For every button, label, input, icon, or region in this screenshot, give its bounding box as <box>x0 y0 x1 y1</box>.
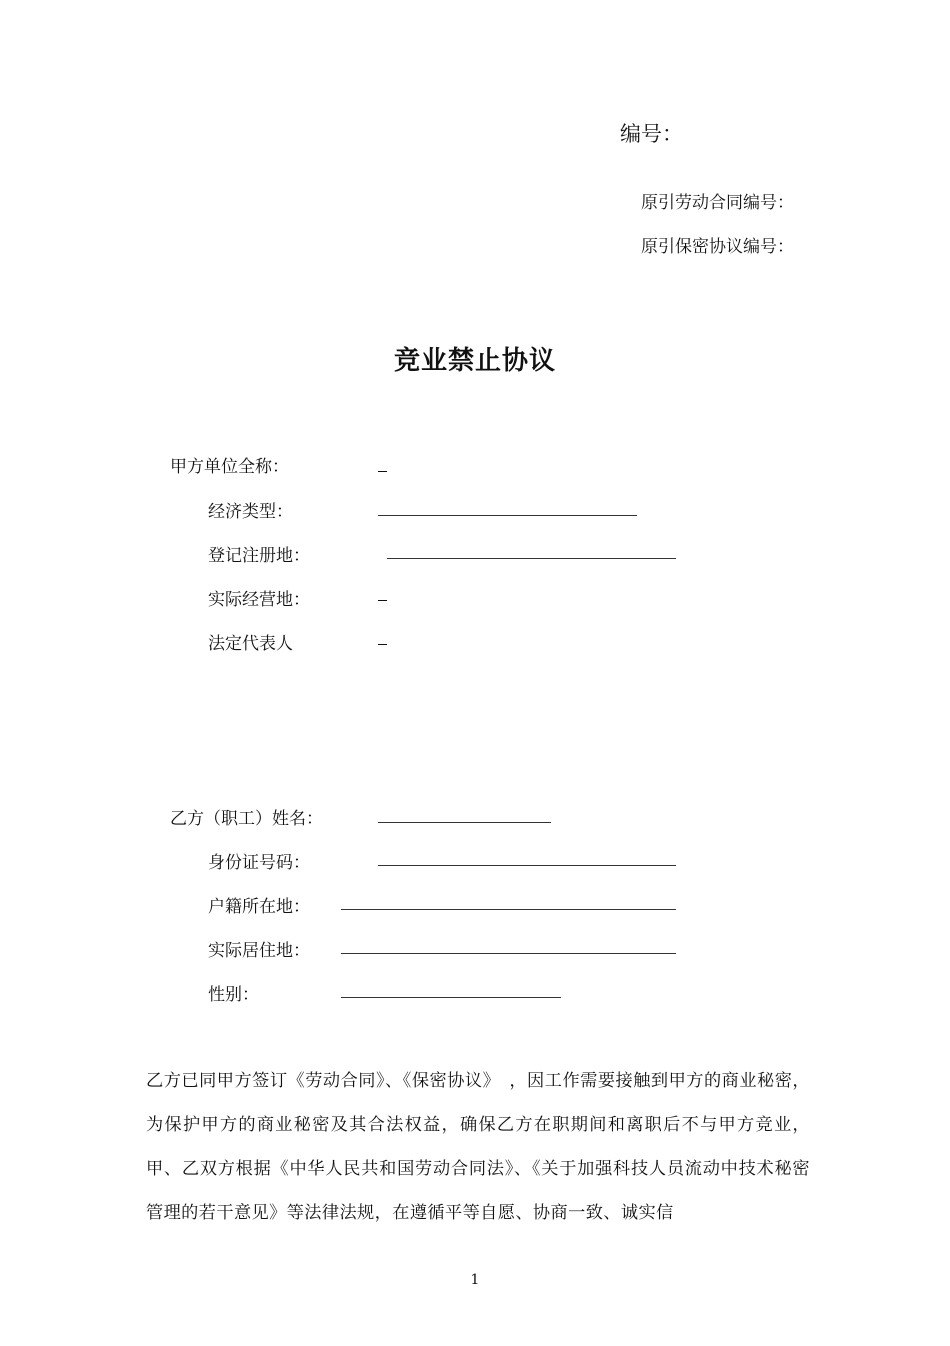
party-b-id-number-field[interactable] <box>378 865 676 866</box>
party-b-gender-field[interactable] <box>341 997 561 998</box>
party-a-full-name-field[interactable] <box>378 471 387 472</box>
document-number-label: 编号： <box>620 122 683 146</box>
party-a-registration-place-label: 登记注册地： <box>208 546 310 566</box>
party-a-business-place-field[interactable] <box>378 600 387 601</box>
confidentiality-agreement-number-label: 原引保密协议编号： <box>641 237 794 257</box>
party-a-registration-place-field[interactable] <box>387 558 676 559</box>
party-b-gender-label: 性别： <box>208 985 259 1005</box>
party-a-economic-type-field[interactable] <box>378 515 637 516</box>
party-a-legal-representative-label: 法定代表人 <box>208 634 293 654</box>
party-b-residence-label: 实际居住地： <box>208 941 310 961</box>
document-title: 竞业禁止协议 <box>393 346 556 376</box>
party-b-name-field[interactable] <box>378 822 551 823</box>
labor-contract-number-label: 原引劳动合同编号： <box>641 193 794 213</box>
party-b-household-registration-label: 户籍所在地： <box>208 897 310 917</box>
party-b-residence-field[interactable] <box>341 953 676 954</box>
party-a-full-name-label: 甲方单位全称： <box>170 457 289 477</box>
party-b-name-label: 乙方（职工）姓名： <box>170 809 323 829</box>
page-number: 1 <box>470 1272 480 1288</box>
party-b-id-number-label: 身份证号码： <box>208 853 310 873</box>
party-b-household-registration-field[interactable] <box>341 909 676 910</box>
agreement-preamble-paragraph: 乙方已同甲方签订《劳动合同》、《保密协议》 ，因工作需要接触到甲方的商业秘密，为保护甲方的商业秘密及其合法权益，确保乙方在职期间和离职后不与甲方竞业，甲、乙双方根据《中华人民共和国劳动合同法》、《关于加强科技人员流动中技术秘密管理的若干意见》等法律法规，在遵循平等自愿、协商一致、诚实信 <box>146 1071 810 1223</box>
party-a-business-place-label: 实际经营地： <box>208 590 310 610</box>
party-a-legal-representative-field[interactable] <box>378 644 387 645</box>
party-a-economic-type-label: 经济类型： <box>208 502 293 522</box>
